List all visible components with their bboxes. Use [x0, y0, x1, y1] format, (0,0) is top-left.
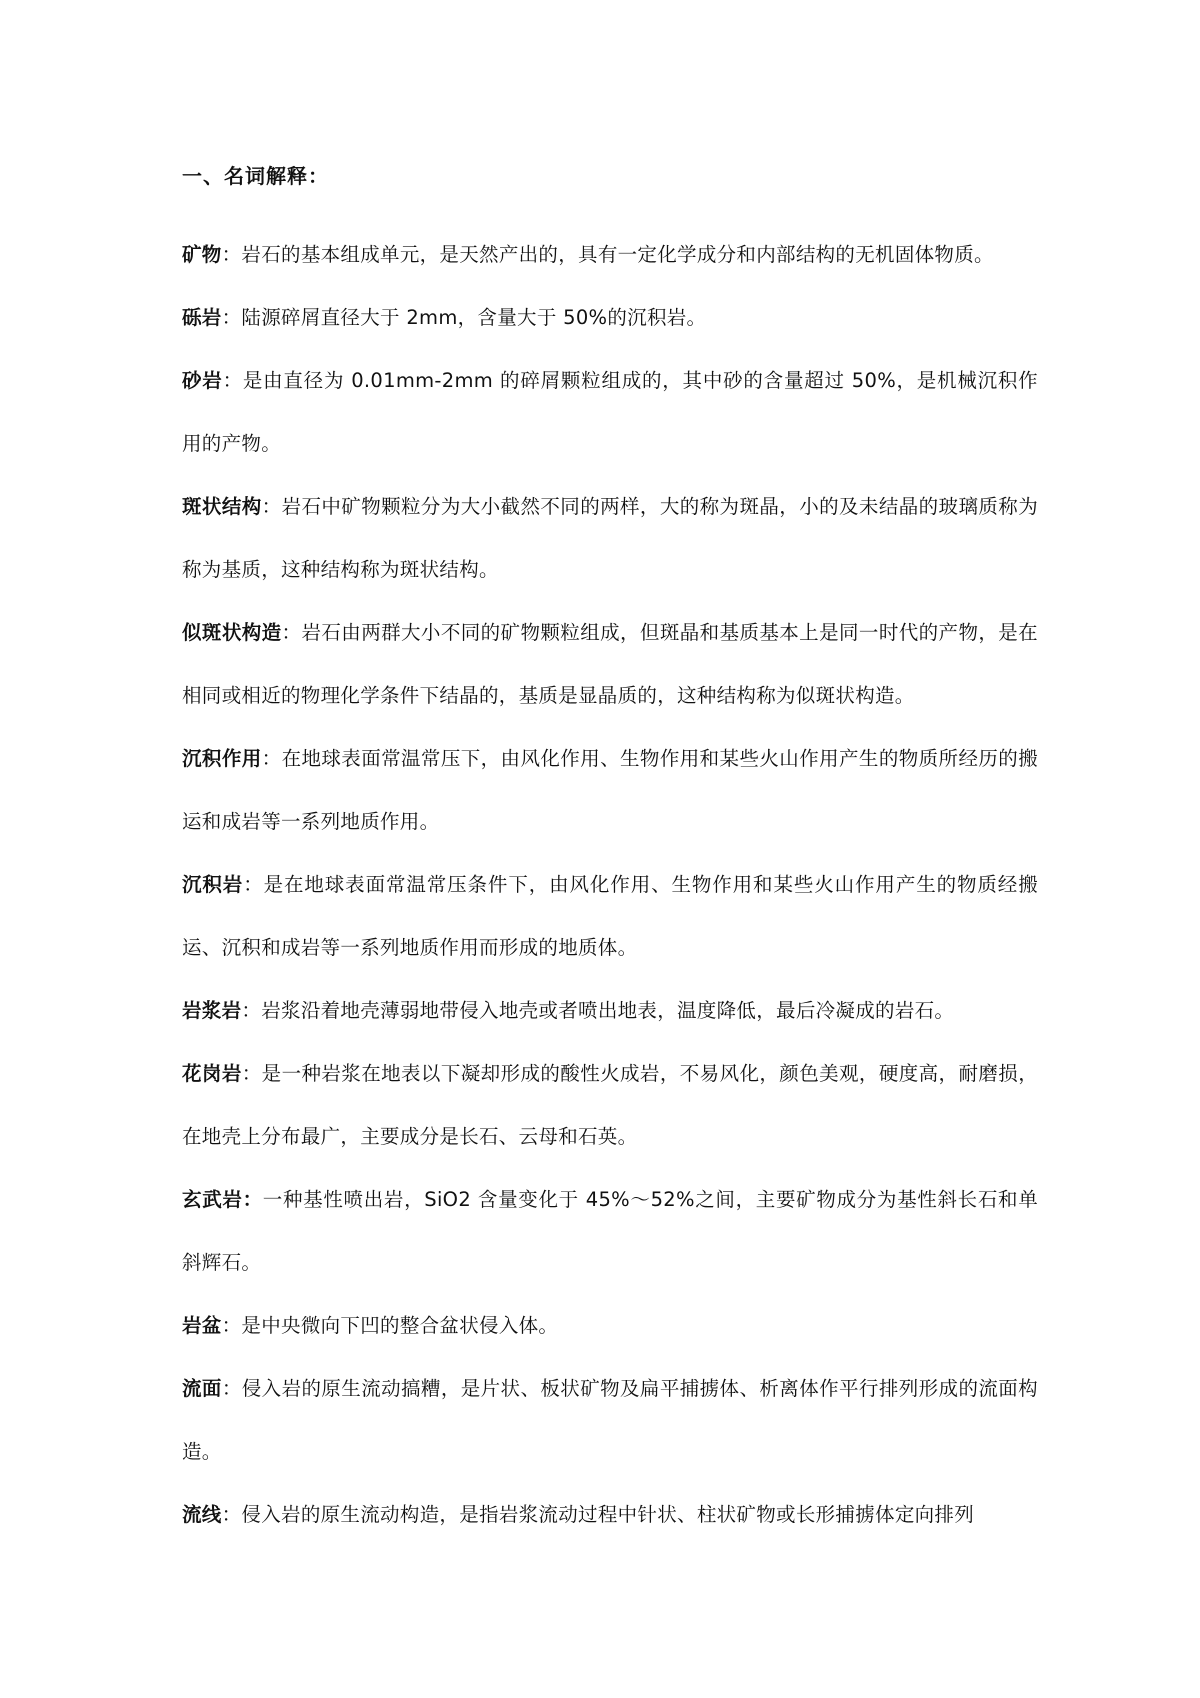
glossary-entry	[182, 979, 1038, 1042]
entry-definition: 是由直径为 0.01mm-2mm 的碎屑颗粒组成的，其中砂的含量超过 50%，是机械沉积作用的产物。	[182, 369, 1038, 455]
entry-definition: 侵入岩的原生流动构造，是指岩浆流动过程中针状、柱状矿物或长形捕掳体定向排列	[241, 1503, 975, 1526]
entry-term: 砂岩	[182, 369, 223, 392]
entry-term: 砾岩	[182, 306, 222, 329]
entry-separator: ：	[221, 1314, 242, 1337]
entry-separator: ：	[242, 1188, 263, 1211]
entry-term: 矿物	[182, 243, 222, 266]
entry-definition: 是中央微向下凹的整合盆状侵入体。	[241, 1314, 559, 1337]
entry-term: 花岗岩	[182, 1062, 242, 1085]
entry-definition: 岩石由两群大小不同的矿物颗粒组成，但斑晶和基质基本上是同一时代的产物，是在相同或相近的物理化学条件下结晶的，基质是显晶质的，这种结构称为似斑状构造。	[182, 621, 1038, 707]
entry-definition: 一种基性喷出岩，SiO2 含量变化于 45%～52%之间，主要矿物成分为基性斜长石和单斜辉石。	[182, 1188, 1039, 1274]
entry-definition: 侵入岩的原生流动搞糟，是片状、板状矿物及扁平捕掳体、析离体作平行排列形成的流面构造。	[182, 1377, 1038, 1463]
entry-definition: 在地球表面常温常压下，由风化作用、生物作用和某些火山作用产生的物质所经历的搬运和成岩等一系列地质作用。	[182, 747, 1038, 833]
glossary-entry	[182, 1483, 1038, 1546]
entry-term: 岩浆岩	[182, 999, 242, 1022]
entry-separator: ：	[221, 1503, 242, 1526]
entry-separator: ：	[281, 621, 302, 644]
entry-separator: ：	[241, 1062, 262, 1085]
entry-term: 沉积作用	[182, 747, 262, 770]
entry-definition: 是一种岩浆在地表以下凝却形成的酸性火成岩，不易风化，颜色美观，硬度高，耐磨损，在地壳上分布最广，主要成分是长石、云母和石英。	[182, 1062, 1038, 1148]
entry-definition: 是在地球表面常温常压条件下，由风化作用、生物作用和某些火山作用产生的物质经搬运、沉积和成岩等一系列地质作用而形成的地质体。	[182, 873, 1038, 959]
entry-term: 沉积岩	[182, 873, 244, 896]
entry-definition: 岩石中矿物颗粒分为大小截然不同的两样，大的称为斑晶，小的及未结晶的玻璃质称为称为基质，这种结构称为斑状结构。	[182, 495, 1038, 581]
entry-definition: 岩石的基本组成单元，是天然产出的，具有一定化学成分和内部结构的无机固体物质。	[241, 243, 994, 266]
entry-term: 流线	[182, 1503, 222, 1526]
entry-separator: ：	[243, 873, 264, 896]
entry-term: 玄武岩	[182, 1188, 243, 1211]
entry-definition: 陆源碎屑直径大于 2mm，含量大于 50%的沉积岩。	[241, 306, 707, 329]
entry-term: 流面	[182, 1377, 222, 1400]
entry-separator: ：	[221, 243, 242, 266]
entry-definition: 岩浆沿着地壳薄弱地带侵入地壳或者喷出地表，温度降低，最后冷凝成的岩石。	[261, 999, 955, 1022]
glossary-entry	[182, 1357, 1038, 1483]
glossary-entry	[182, 475, 1038, 601]
glossary-entry	[182, 1294, 1038, 1357]
entry-separator: ：	[261, 747, 282, 770]
glossary-entry	[182, 223, 1038, 286]
glossary-entry	[182, 601, 1038, 727]
entry-separator: ：	[221, 1377, 242, 1400]
entry-term: 似斑状构造	[182, 621, 282, 644]
entry-separator: ：	[241, 999, 262, 1022]
glossary-entry	[182, 349, 1038, 475]
glossary-entry	[182, 727, 1038, 853]
document-page	[182, 160, 1038, 1546]
entry-separator: ：	[221, 306, 242, 329]
entry-term: 岩盆	[182, 1314, 222, 1337]
glossary-entry	[182, 1168, 1038, 1294]
entry-term: 斑状结构	[182, 495, 262, 518]
entry-separator: ：	[261, 495, 282, 518]
glossary-entry	[182, 1042, 1038, 1168]
glossary-entry	[182, 286, 1038, 349]
section-heading: 一、名词解释：	[182, 164, 329, 188]
glossary-entry	[182, 853, 1038, 979]
entry-separator: ：	[222, 369, 243, 392]
